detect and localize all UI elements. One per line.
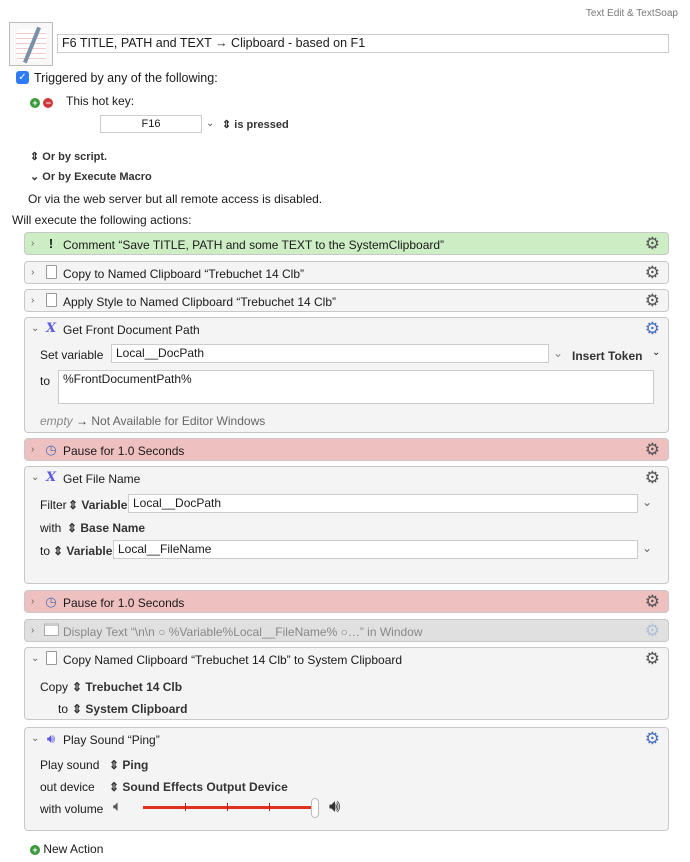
chevron-down-icon[interactable]: ⌄: [553, 346, 564, 360]
action-label: Get Front Document Path: [63, 323, 200, 337]
chevron-right-icon[interactable]: ›: [31, 444, 35, 455]
empty-label: empty: [40, 414, 73, 428]
by-macro-label: Or by Execute Macro: [42, 171, 152, 183]
clipboard-icon: [43, 265, 59, 281]
insert-token-button[interactable]: Insert Token: [572, 349, 643, 363]
window-icon: [43, 623, 59, 639]
action-pause[interactable]: [24, 590, 669, 613]
textedit-app-icon[interactable]: [9, 22, 53, 66]
by-script-label: Or by script.: [42, 151, 108, 163]
comment-icon: !: [48, 236, 54, 251]
hotkey-chevron-down-icon[interactable]: ⌄: [206, 118, 215, 129]
action-label: Get File Name: [63, 472, 141, 486]
hotkey-field[interactable]: F16: [100, 115, 202, 133]
gear-icon[interactable]: ⚙: [644, 592, 660, 611]
pressed-select[interactable]: [222, 118, 289, 131]
new-action-label: New Action: [43, 842, 104, 856]
with-label: with: [40, 521, 62, 535]
gear-icon[interactable]: ⚙: [644, 649, 660, 668]
action-label: Pause for 1.0 Seconds: [63, 444, 185, 458]
remove-trigger-icon[interactable]: −: [43, 98, 53, 108]
device-value: Sound Effects Output Device: [122, 780, 288, 794]
macro-title-input[interactable]: F6 TITLE, PATH and TEXT → Clipboard - based on F1: [57, 34, 669, 53]
device-select[interactable]: ⇕ Sound Effects Output Device: [109, 780, 288, 794]
action-play-sound[interactable]: [24, 727, 669, 831]
action-display-text-disabled[interactable]: [24, 619, 669, 642]
by-macro-toggle[interactable]: [30, 170, 152, 183]
chevron-right-icon[interactable]: ›: [31, 295, 35, 306]
pressed-label: is pressed: [234, 119, 289, 131]
sound-value: Ping: [122, 758, 149, 772]
volume-high-icon: 🔊︎: [329, 796, 341, 816]
gear-icon[interactable]: ⚙: [644, 291, 660, 310]
actions-heading: Will execute the following actions:: [12, 213, 192, 227]
gear-icon[interactable]: ⚙: [644, 729, 660, 748]
clock-icon: ◷: [45, 594, 57, 609]
hotkey-label: This hot key:: [66, 94, 135, 108]
copy-label: Copy: [40, 680, 69, 694]
chevron-down-icon[interactable]: ⌄: [31, 323, 40, 334]
to-type-select[interactable]: ⇕ Variable: [53, 544, 113, 558]
volume-slider-knob[interactable]: [311, 798, 319, 818]
arrow-icon: →: [76, 414, 89, 428]
triggered-checkbox[interactable]: ✓: [16, 71, 29, 84]
set-variable-label: Set variable: [40, 348, 104, 362]
volume-low-icon: 🔈︎: [113, 798, 123, 815]
filter-type-select[interactable]: ⇕ Variable: [68, 498, 128, 512]
filter-variable-input[interactable]: Local__DocPath: [128, 494, 638, 513]
macro-group-name: Text Edit & TextSoap: [585, 8, 678, 19]
copy-target-select[interactable]: ⇕ System Clipboard: [72, 702, 188, 716]
triggered-label: Triggered by any of the following:: [34, 71, 218, 85]
value-textarea[interactable]: %FrontDocumentPath%: [58, 370, 654, 404]
chevron-down-icon: ⌄: [652, 347, 661, 358]
chevron-down-icon: ⌄: [30, 171, 40, 183]
web-server-text: Or via the web server but all remote access is disabled.: [28, 192, 323, 206]
chevron-right-icon[interactable]: ›: [31, 238, 35, 249]
chevron-right-icon[interactable]: ›: [31, 596, 35, 607]
chevron-right-icon[interactable]: ›: [31, 267, 35, 278]
action-copy-to-system-clipboard[interactable]: [24, 647, 669, 720]
variable-icon: X: [45, 470, 57, 485]
volume-slider[interactable]: [143, 806, 315, 810]
chevron-down-icon[interactable]: ⌄: [642, 495, 653, 509]
updown-icon: ⇕: [30, 151, 40, 163]
to-type: Variable: [66, 544, 113, 558]
action-label: Pause for 1.0 Seconds: [63, 596, 185, 610]
variable-input[interactable]: Local__DocPath: [111, 344, 549, 363]
add-icon: +: [30, 845, 40, 855]
gear-icon[interactable]: ⚙: [644, 440, 660, 459]
action-label: Play Sound “Ping”: [63, 733, 160, 747]
play-sound-label: Play sound: [40, 758, 100, 772]
action-apply-style[interactable]: [24, 289, 669, 312]
chevron-down-icon[interactable]: ⌄: [31, 733, 40, 744]
gear-icon[interactable]: ⚙: [644, 263, 660, 282]
new-action-button[interactable]: [30, 842, 103, 856]
to-variable-input[interactable]: Local__FileName: [113, 540, 638, 559]
action-pause[interactable]: [24, 438, 669, 461]
copy-target: System Clipboard: [85, 702, 188, 716]
speaker-icon: 🔊︎: [46, 731, 56, 746]
by-script-toggle[interactable]: [30, 150, 107, 163]
action-label: Copy Named Clipboard “Trebuchet 14 Clb” to System Clipboard: [63, 653, 403, 667]
volume-label: with volume: [40, 802, 104, 816]
gear-icon[interactable]: ⚙: [644, 621, 660, 640]
filter-label: Filter: [40, 498, 67, 512]
volume-slider-fill: [143, 806, 315, 809]
gear-icon[interactable]: ⚙: [644, 234, 660, 253]
action-get-file-name[interactable]: [24, 466, 669, 584]
to-label: to: [58, 702, 69, 716]
chevron-down-icon[interactable]: ⌄: [642, 541, 653, 555]
gear-icon[interactable]: ⚙: [644, 468, 660, 487]
sound-select[interactable]: ⇕ Ping: [109, 758, 149, 772]
action-label: Display Text “\n\n ○ %Variable%Local__FileName% ○…” in Window: [63, 625, 423, 639]
filter-type: Variable: [81, 498, 128, 512]
copy-source-select[interactable]: ⇕ Trebuchet 14 Clb: [72, 680, 183, 694]
updown-icon: ⇕: [222, 119, 232, 131]
action-get-front-document-path[interactable]: [24, 317, 669, 433]
to-label: to: [40, 374, 51, 388]
variable-icon: X: [45, 321, 57, 336]
action-copy-named-clipboard[interactable]: [24, 261, 669, 284]
copy-source: Trebuchet 14 Clb: [85, 680, 183, 694]
add-trigger-icon[interactable]: +: [30, 98, 40, 108]
chevron-down-icon[interactable]: ⌄: [31, 653, 40, 664]
with-value: Base Name: [80, 521, 146, 535]
action-label: Copy to Named Clipboard “Trebuchet 14 Clb”: [63, 267, 305, 281]
chevron-down-icon[interactable]: ⌄: [31, 472, 40, 483]
clipboard-icon: [43, 293, 59, 309]
chevron-right-icon[interactable]: ›: [31, 625, 35, 636]
action-label: Apply Style to Named Clipboard “Trebuchet 14 Clb”: [63, 295, 337, 309]
with-select[interactable]: ⇕ Base Name: [67, 521, 146, 535]
out-device-label: out device: [40, 780, 95, 794]
action-label: Comment “Save TITLE, PATH and some TEXT to the SystemClipboard”: [63, 238, 445, 252]
action-comment[interactable]: [24, 232, 669, 255]
clock-icon: ◷: [45, 442, 57, 457]
to-label: to: [40, 544, 51, 558]
clipboard-icon: [43, 651, 59, 667]
empty-text: Not Available for Editor Windows: [91, 414, 266, 428]
gear-icon[interactable]: ⚙: [644, 319, 660, 338]
